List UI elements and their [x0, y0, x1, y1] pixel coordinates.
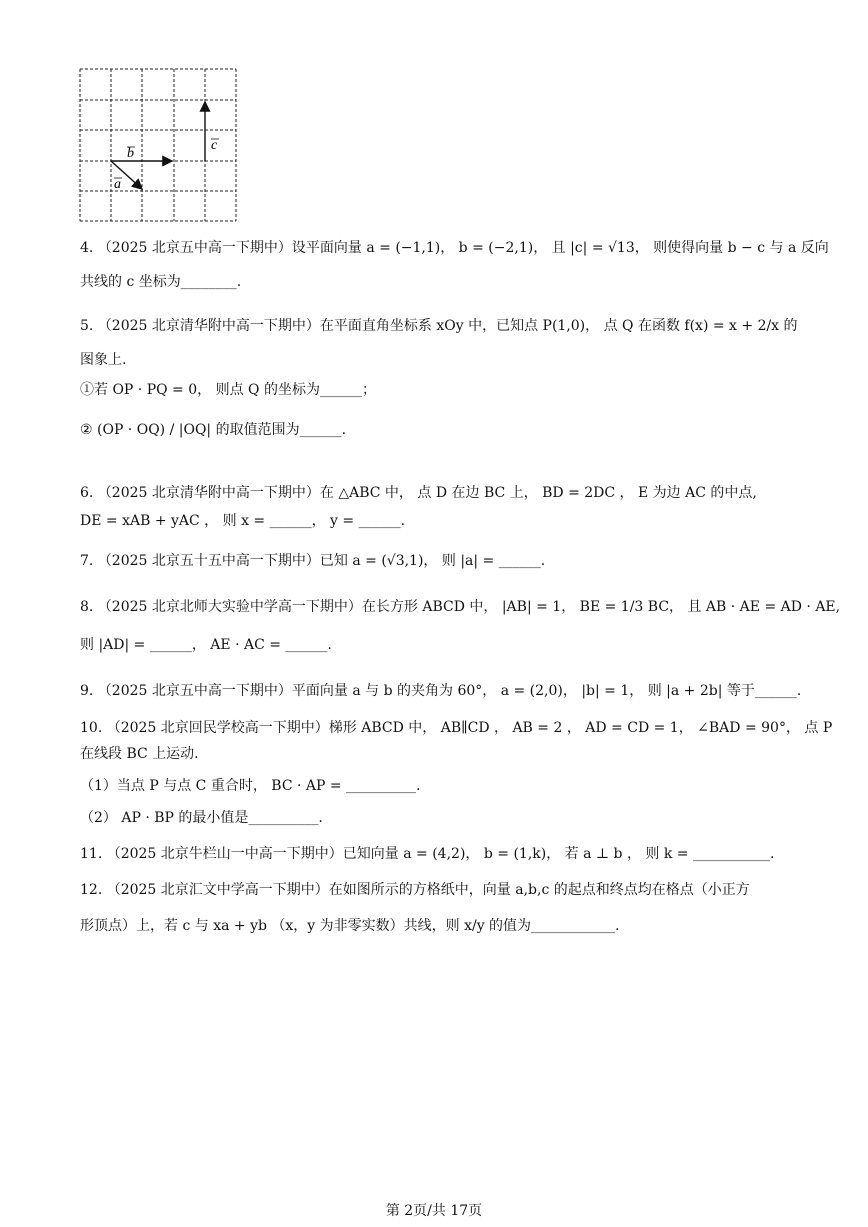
- question-4: [80, 238, 829, 292]
- question-9-line-1: 9. （2025 北京五中高一下期中）平面向量 a 与 b 的夹角为 60°， a = (2,0)， |b| = 1， 则 |a + 2b| 等于______.: [80, 683, 802, 699]
- vector-a-label: a: [114, 177, 121, 192]
- question-12-line-2: 形顶点）上，若 c 与 xa + yb （x，y 为非零实数）共线，则 x/y 的值为____________.: [80, 918, 620, 934]
- question-10-line-4: （2） AP · BP 的最小值是__________.: [80, 810, 323, 826]
- question-5-line-4: ② (OP · OQ) / |OQ| 的取值范围为______.: [80, 422, 347, 438]
- question-5: [80, 316, 800, 440]
- vector-b-label: b: [127, 146, 134, 161]
- question-4-line-1: 4. （2025 北京五中高一下期中）设平面向量 a = (−1,1)， b = (−2,1)， 且 |c| = √13， 则使得向量 b − c 与 a 反向: [80, 240, 829, 256]
- vector-c-label: c: [211, 138, 218, 153]
- question-7-line-1: 7. （2025 北京五十五中高一下期中）已知 a = (√3,1)， 则 |a| = ______.: [80, 553, 546, 569]
- question-10-line-1: 10. （2025 北京回民学校高一下期中）梯形 ABCD 中， AB∥CD ， AB = 2 ， AD = CD = 1， ∠BAD = 90°， 点 P: [80, 720, 833, 736]
- question-5-line-1: 5. （2025 北京清华附中高一下期中）在平面直角坐标系 xOy 中，已知点 P(1,0)， 点 Q 在函数 f(x) = x + 2/x 的: [80, 318, 798, 334]
- question-8: [80, 597, 841, 655]
- question-6-line-2: DE = xAB + yAC ， 则 x = ______， y = ______.: [80, 513, 406, 529]
- question-7: [80, 551, 800, 571]
- question-11-line-1: 11. （2025 北京牛栏山一中高一下期中）已知向量 a = (4,2)， b = (1,k)， 若 a ⊥ b ， 则 k = ___________.: [80, 846, 775, 862]
- question-8-line-2: 则 |AD| = ______， AE · AC = ______.: [80, 637, 332, 653]
- question-11: [80, 844, 800, 864]
- question-10: [80, 718, 833, 828]
- question-5-line-3: ①若 OP · PQ = 0， 则点 Q 的坐标为______；: [80, 382, 376, 398]
- question-8-line-1: 8. （2025 北京北师大实验中学高一下期中）在长方形 ABCD 中， |AB| = 1， BE = 1/3 BC， 且 AB · AE = AD · AE,: [80, 599, 841, 615]
- question-5-line-2: 图象上.: [80, 352, 127, 368]
- question-12: [80, 880, 800, 936]
- question-12-line-1: 12. （2025 北京汇文中学高一下期中）在如图所示的方格纸中，向量 a,b,c 的起点和终点均在格点（小正方: [80, 882, 750, 898]
- page-footer: 第 2页/共 17页: [385, 1203, 483, 1219]
- question-10-line-3: （1）当点 P 与点 C 重合时， BC · AP = __________.: [80, 778, 421, 794]
- question-10-line-2: 在线段 BC 上运动.: [80, 746, 199, 762]
- question-6: [80, 483, 800, 531]
- question-9: [80, 681, 800, 701]
- question-6-line-1: 6. （2025 北京清华附中高一下期中）在 △ABC 中， 点 D 在边 BC 上， BD = 2DC ， E 为边 AC 的中点,: [80, 485, 757, 501]
- question-4-line-2: 共线的 c 坐标为________.: [80, 274, 242, 290]
- vector-grid-figure: [78, 67, 238, 223]
